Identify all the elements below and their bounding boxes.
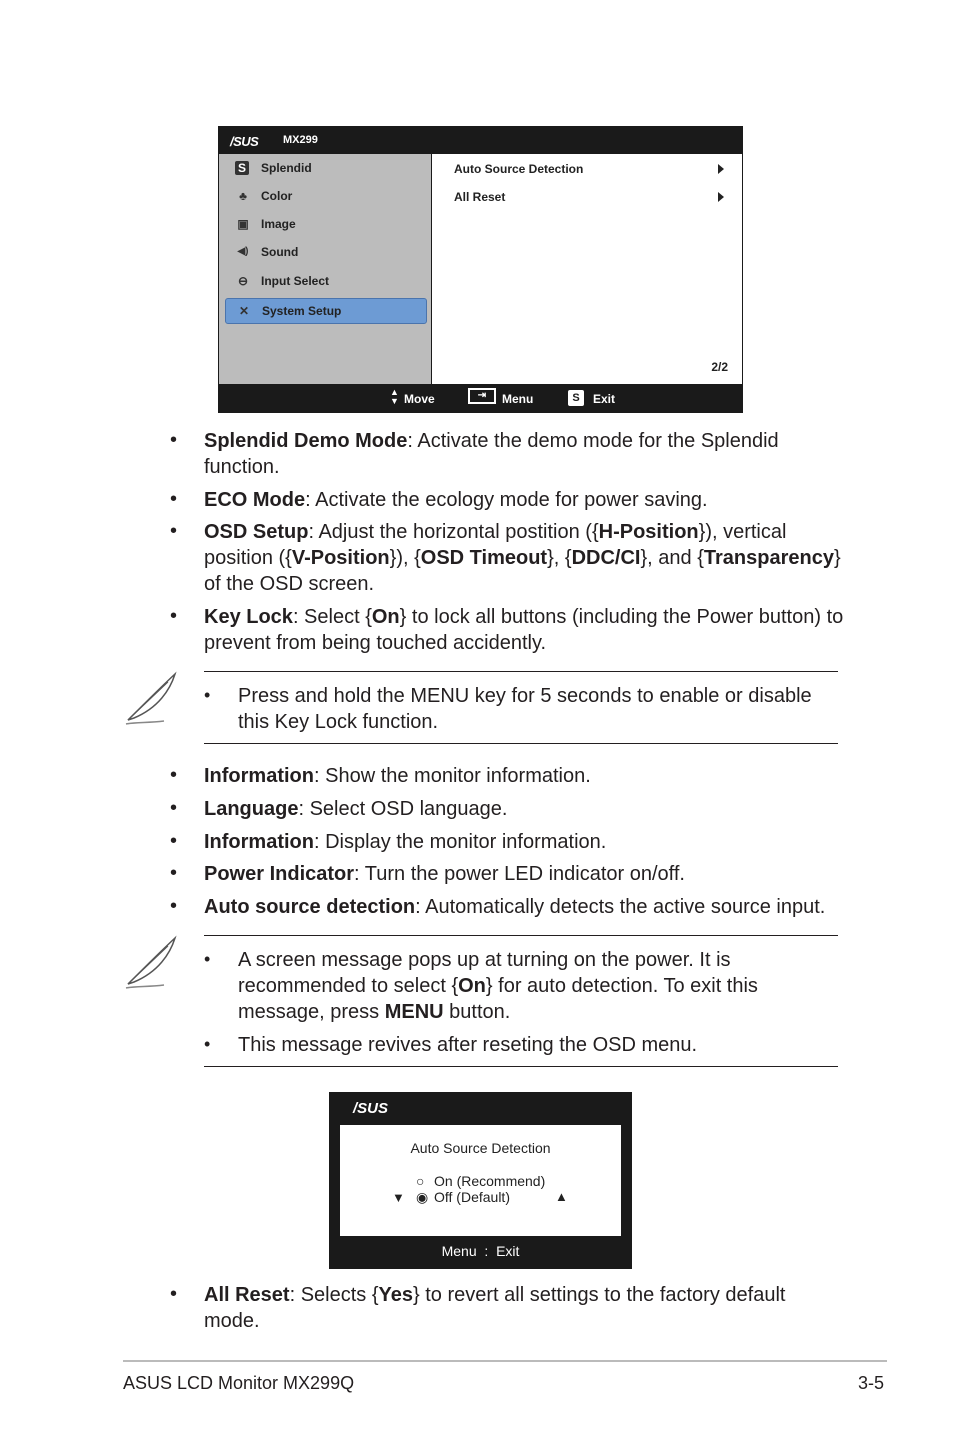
bullet-splendid-demo: Splendid Demo Mode: Activate the demo mode for the Splendid function. <box>204 430 779 478</box>
osd-item-image <box>225 212 425 236</box>
osd-item-sound <box>225 240 425 264</box>
osd-model-name: MX299 <box>283 134 318 146</box>
asus-logo: /SUS <box>230 134 259 149</box>
color-icon: ♣ <box>239 189 247 203</box>
osd-item-label: Input Select <box>261 274 330 288</box>
tools-icon: ✕ <box>238 304 250 318</box>
asus-logo: /SUS <box>353 1100 389 1117</box>
osd-item-label: Sound <box>261 245 299 259</box>
osd-menu-label: Menu <box>502 392 534 406</box>
radio-selected-icon: ◉ <box>416 1189 429 1205</box>
bullet-eco-mode: ECO Mode: Activate the ecology mode for power saving. <box>204 489 708 511</box>
footer-rule <box>123 1360 887 1362</box>
option-on-recommend: On (Recommend) <box>434 1173 546 1189</box>
osd-page-indicator: 2/2 <box>711 360 728 374</box>
bullet-information: Information: Show the monitor information. <box>204 765 591 787</box>
bullet: • <box>204 1034 211 1054</box>
move-arrows-icon: ▲ ▼ <box>390 387 399 406</box>
bullet-key-lock: Key Lock: Select {On} to lock all buttons (including the Power button) to prevent from being touched accidently. <box>204 606 844 654</box>
osd-option-all-reset: All Reset <box>454 190 506 204</box>
bullet-information-2: Information: Display the monitor information. <box>204 831 607 853</box>
bullet-auto-source: Auto source detection: Automatically detects the active source input. <box>204 896 826 918</box>
up-triangle-icon: ▲ <box>555 1189 568 1204</box>
input-select-icon: ⊖ <box>237 274 249 288</box>
note-divider <box>204 1066 838 1067</box>
exit-key-icon: S <box>568 390 584 406</box>
bullet-all-reset: All Reset: Selects {Yes} to revert all settings to the factory default mode. <box>204 1284 786 1332</box>
osd-item-label: Color <box>261 189 293 203</box>
splendid-icon: S <box>235 161 249 175</box>
dialog-body <box>340 1125 621 1236</box>
bullet: • <box>170 1283 178 1305</box>
note-divider <box>204 935 838 936</box>
osd-item-splendid <box>225 156 425 180</box>
osd-item-label: Image <box>261 217 296 231</box>
osd-item-label: System Setup <box>262 304 342 318</box>
note-auto-detect: A screen message pops up at turning on the power. It is recommended to select {On} for auto detection. To exit this message, press MENU button. <box>238 949 758 1023</box>
arrow-right-icon <box>718 164 724 174</box>
bullet: • <box>170 605 178 627</box>
osd-move-label: Move <box>404 392 435 406</box>
down-triangle-icon: ▼ <box>392 1190 405 1205</box>
bullet: • <box>170 429 178 451</box>
osd-item-color <box>225 184 425 208</box>
note-divider <box>204 671 838 672</box>
osd-left-menu <box>219 154 431 384</box>
speaker-icon: ◀) <box>237 246 249 257</box>
osd-option-auto-source: Auto Source Detection <box>454 162 584 176</box>
note-revives: This message revives after reseting the OSD menu. <box>238 1034 698 1056</box>
dialog-footer: Menu : Exit <box>441 1243 520 1259</box>
radio-empty-icon: ○ <box>416 1173 425 1189</box>
bullet: • <box>170 520 178 542</box>
osd-menu-screenshot <box>218 126 743 413</box>
bullet: • <box>170 797 178 819</box>
bullet: • <box>204 949 211 969</box>
note-divider <box>204 743 838 744</box>
bullet: • <box>170 895 178 917</box>
note-feather-icon <box>120 932 180 992</box>
dialog-title: Auto Source Detection <box>410 1140 551 1156</box>
footer-title: ASUS LCD Monitor MX299Q <box>123 1373 355 1393</box>
note-feather-icon <box>120 668 180 728</box>
osd-footer <box>218 384 743 413</box>
page-number: 3-5 <box>858 1373 885 1393</box>
menu-key-icon: ⇥ <box>468 388 496 404</box>
bullet: • <box>170 862 178 884</box>
osd-item-input-select <box>225 269 425 293</box>
bullet: • <box>170 488 178 510</box>
osd-item-label: Splendid <box>261 161 312 175</box>
osd-exit-label: Exit <box>593 392 616 406</box>
auto-source-dialog-screenshot <box>329 1092 632 1269</box>
bullet: • <box>170 830 178 852</box>
note-key-lock: Press and hold the MENU key for 5 seconds to enable or disable this Key Lock function. <box>238 685 812 733</box>
bullet: • <box>170 764 178 786</box>
bullet: • <box>204 685 211 705</box>
osd-right-panel <box>432 154 742 384</box>
osd-item-system-setup <box>225 298 427 324</box>
osd-header <box>218 126 743 154</box>
bullet-power-indicator: Power Indicator: Turn the power LED indicator on/off. <box>204 863 685 885</box>
bullet-osd-setup: OSD Setup: Adjust the horizontal postition ({H-Position}), vertical position ({V-Position}), {OSD Timeout}, {DDC/CI}, and {Transparency} of the OSD screen. <box>204 521 841 595</box>
image-icon: ▣ <box>237 217 249 231</box>
bullet-language: Language: Select OSD language. <box>204 798 508 820</box>
option-off-default: Off (Default) <box>434 1189 510 1205</box>
arrow-right-icon <box>718 192 724 202</box>
